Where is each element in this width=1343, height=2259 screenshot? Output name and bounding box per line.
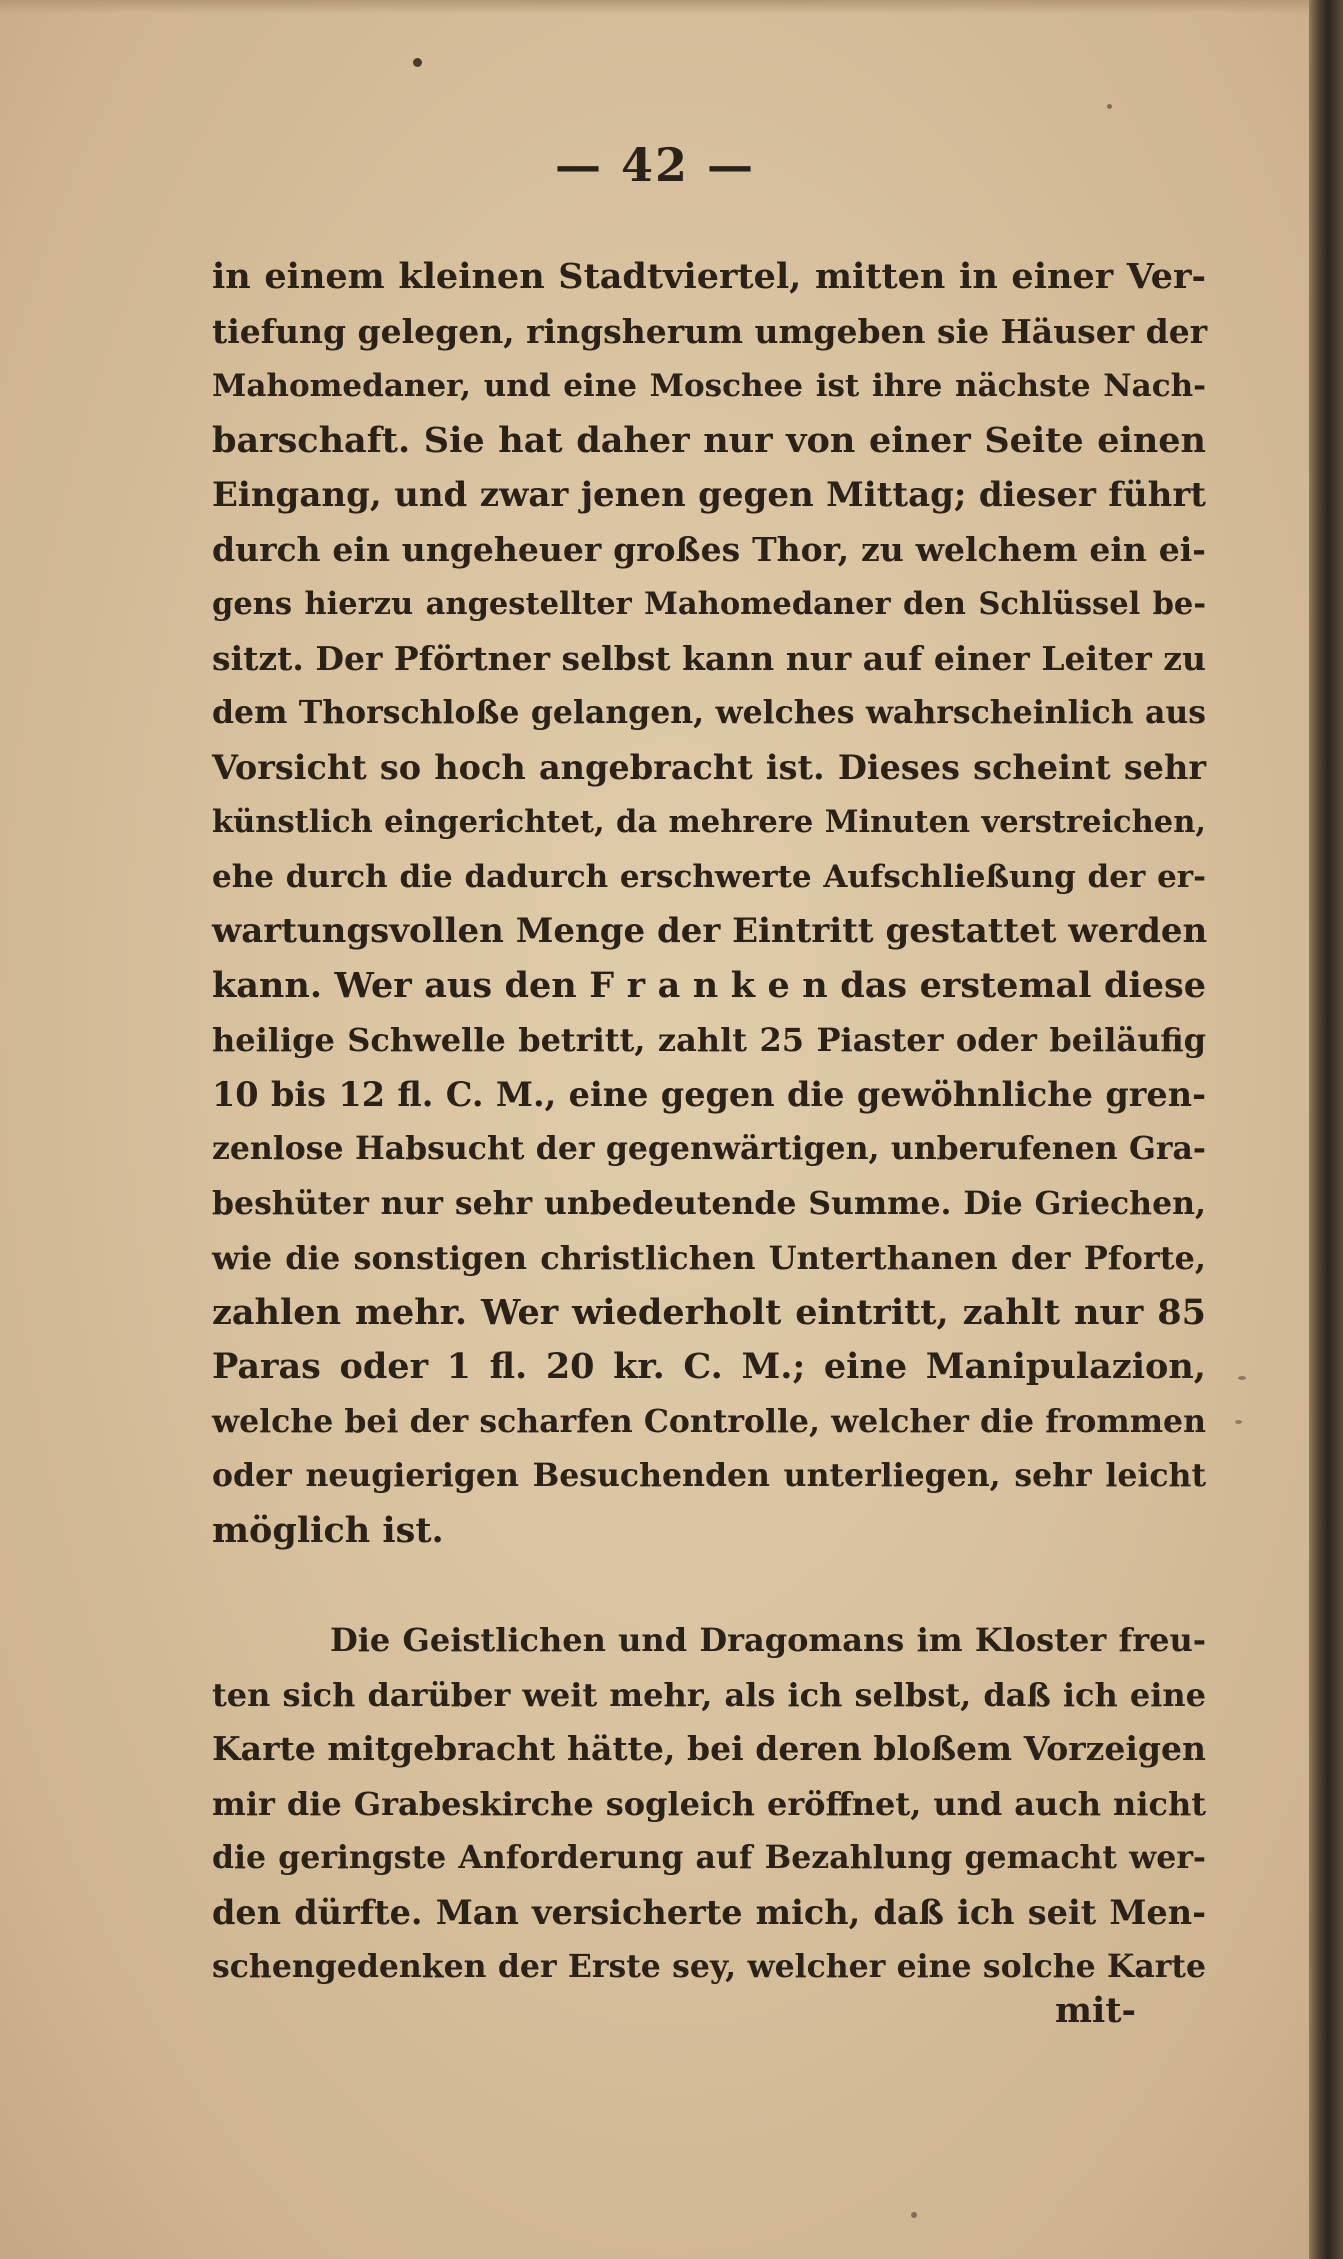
text-line: Paras oder 1 fl. 20 kr. C. M.; eine Manipulazion,	[212, 1346, 1206, 1387]
paper-speck	[1235, 1420, 1242, 1424]
text-line: Vorsicht so hoch angebracht ist. Dieses scheint sehr	[212, 747, 1206, 787]
text-line: ehe durch die dadurch erschwerte Aufschließung der er-	[212, 858, 1206, 895]
catchword: mit-	[1055, 1990, 1137, 2031]
text-line: Karte mitgebracht hätte, bei deren bloßem Vorzeigen	[212, 1729, 1206, 1768]
text-line: dem Thorschloße gelangen, welches wahrscheinlich aus	[212, 694, 1206, 731]
text-line: heilige Schwelle betritt, zahlt 25 Piaster oder beiläufig	[212, 1021, 1206, 1059]
paper-speck	[413, 58, 422, 67]
paper-speck	[1238, 1376, 1246, 1380]
text-line: oder neugierigen Besuchenden unterliegen, sehr leicht	[212, 1457, 1206, 1494]
text-line: gens hierzu angestellter Mahomedaner den Schlüssel be-	[212, 586, 1206, 622]
text-line: den dürfte. Man versicherte mich, daß ich seit Men-	[212, 1892, 1206, 1932]
paper-speck	[911, 2212, 917, 2218]
text-line: tiefung gelegen, ringsherum umgeben sie Häuser der	[212, 311, 1208, 351]
text-line: ten sich darüber weit mehr, als ich selbst, daß ich eine	[212, 1675, 1206, 1714]
text-line: 10 bis 12 fl. C. M., eine gegen die gewöhnliche gren-	[212, 1074, 1206, 1114]
text-line: beshüter nur sehr unbedeutende Summe. Die Griechen,	[212, 1184, 1206, 1222]
text-line: welche bei der scharfen Controlle, welcher die frommen	[212, 1402, 1206, 1440]
page-number-header: — 42 —	[554, 138, 756, 192]
text-line: möglich ist.	[212, 1509, 444, 1551]
paragraph-2	[212, 1613, 1206, 1995]
text-line: durch ein ungeheuer großes Thor, zu welchem ein ei-	[212, 529, 1206, 569]
text-line: Eingang, und zwar jenen gegen Mittag; dieser führt	[212, 475, 1206, 515]
text-line: Mahomedaner, und eine Moschee ist ihre nächste Nach-	[212, 368, 1206, 404]
text-line: barschaft. Sie hat daher nur von einer Seite einen	[212, 419, 1206, 461]
text-line: kann. Wer aus den F r a n k e n das erstemal diese	[212, 964, 1206, 1006]
text-line: sitzt. Der Pförtner selbst kann nur auf einer Leiter zu	[212, 638, 1206, 678]
text-line: zahlen mehr. Wer wiederholt eintritt, zahlt nur 85	[212, 1291, 1206, 1333]
paragraph-1	[212, 250, 1206, 1558]
text-line: schengedenken der Erste sey, welcher eine solche Karte	[212, 1948, 1206, 1985]
text-line: in einem kleinen Stadtviertel, mitten in einer Ver-	[212, 256, 1206, 297]
text-line: mir die Grabeskirche sogleich eröffnet, und auch nicht	[212, 1784, 1206, 1823]
paper-speck	[1107, 104, 1112, 109]
page-top-shadow	[0, 0, 1343, 14]
text-line: Die Geistlichen und Dragomans im Kloster freu-	[330, 1621, 1206, 1659]
page-binding-edge	[1309, 0, 1343, 2259]
text-line: wartungsvollen Menge der Eintritt gestattet werden	[212, 911, 1208, 951]
text-line: künstlich eingerichtet, da mehrere Minuten verstreichen,	[212, 804, 1206, 840]
text-line: wie die sonstigen christlichen Unterthanen der Pforte,	[212, 1239, 1206, 1277]
text-line: die geringste Anforderung auf Bezahlung gemacht wer-	[212, 1839, 1206, 1876]
text-line: zenlose Habsucht der gegenwärtigen, unberufenen Gra-	[212, 1130, 1206, 1167]
